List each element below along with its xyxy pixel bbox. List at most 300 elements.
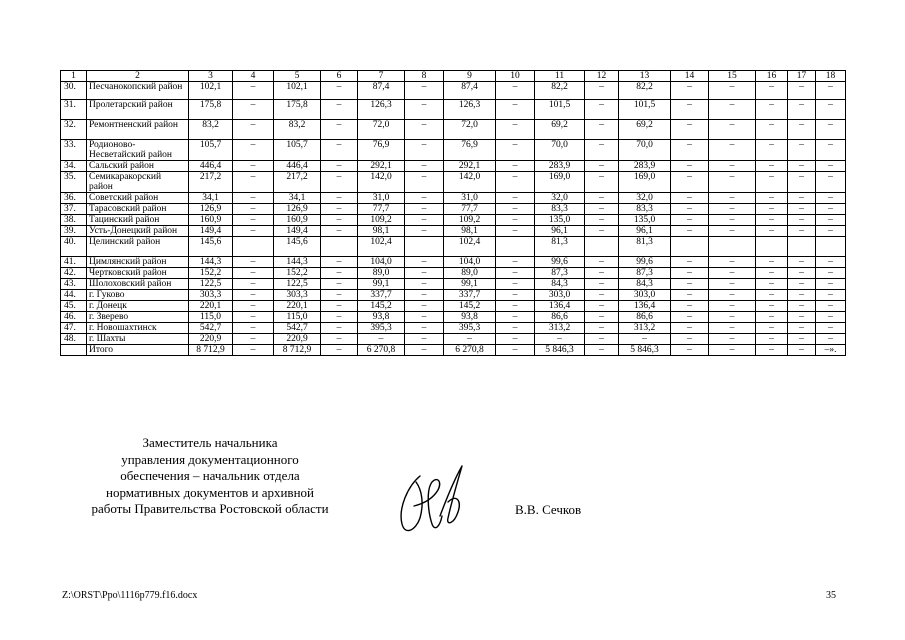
value-cell: – (233, 100, 274, 120)
value-cell: – (671, 193, 709, 204)
value-cell: 104,0 (444, 257, 496, 268)
value-cell: 220,9 (189, 334, 233, 345)
value-cell: 109,2 (358, 215, 405, 226)
value-cell: – (816, 204, 846, 215)
value-cell: 136,4 (619, 301, 671, 312)
value-cell: – (788, 301, 816, 312)
value-cell: 99,1 (444, 279, 496, 290)
value-cell: 169,0 (619, 172, 671, 193)
value-cell: – (321, 226, 358, 237)
value-cell: – (233, 345, 274, 356)
value-cell: 84,3 (619, 279, 671, 290)
value-cell: – (788, 257, 816, 268)
value-cell (405, 237, 444, 257)
column-header: 3 (189, 71, 233, 82)
value-cell: – (405, 312, 444, 323)
column-header: 14 (671, 71, 709, 82)
value-cell: – (405, 268, 444, 279)
value-cell: – (496, 323, 535, 334)
value-cell: 142,0 (358, 172, 405, 193)
value-cell: 31,0 (358, 193, 405, 204)
value-cell: – (585, 204, 619, 215)
value-cell: – (788, 120, 816, 140)
value-cell: – (671, 226, 709, 237)
value-cell: – (756, 120, 788, 140)
value-cell: 32,0 (619, 193, 671, 204)
value-cell: – (756, 226, 788, 237)
value-cell: 99,6 (619, 257, 671, 268)
value-cell: – (585, 268, 619, 279)
value-cell: 135,0 (619, 215, 671, 226)
row-number-cell: 38. (61, 215, 87, 226)
value-cell: – (788, 172, 816, 193)
value-cell: 101,5 (619, 100, 671, 120)
value-cell: – (671, 268, 709, 279)
value-cell: – (496, 290, 535, 301)
table-row (61, 172, 846, 193)
value-cell: – (321, 312, 358, 323)
value-cell: 145,2 (358, 301, 405, 312)
value-cell: 303,0 (535, 290, 585, 301)
value-cell: – (405, 204, 444, 215)
value-cell: – (496, 345, 535, 356)
table-row (61, 268, 846, 279)
value-cell: – (405, 301, 444, 312)
value-cell: 152,2 (274, 268, 321, 279)
value-cell: – (585, 140, 619, 161)
value-cell: – (321, 204, 358, 215)
value-cell: – (709, 172, 756, 193)
value-cell: – (321, 193, 358, 204)
value-cell: 292,1 (358, 161, 405, 172)
value-cell: – (405, 345, 444, 356)
value-cell: – (788, 215, 816, 226)
value-cell: – (585, 226, 619, 237)
value-cell: – (585, 301, 619, 312)
row-number-cell: 45. (61, 301, 87, 312)
table-row (61, 257, 846, 268)
row-number-cell: 40. (61, 237, 87, 257)
table-row (61, 226, 846, 237)
value-cell: 175,8 (189, 100, 233, 120)
value-cell: 160,9 (189, 215, 233, 226)
value-cell: 77,7 (444, 204, 496, 215)
value-cell: – (585, 193, 619, 204)
table-row (61, 215, 846, 226)
value-cell: 115,0 (274, 312, 321, 323)
value-cell: 313,2 (535, 323, 585, 334)
value-cell: – (233, 334, 274, 345)
value-cell: – (321, 323, 358, 334)
value-cell: – (756, 140, 788, 161)
table-row (61, 312, 846, 323)
value-cell: 99,1 (358, 279, 405, 290)
value-cell: 145,2 (444, 301, 496, 312)
column-header: 12 (585, 71, 619, 82)
value-cell: – (321, 120, 358, 140)
value-cell: – (585, 257, 619, 268)
row-number-cell: 41. (61, 257, 87, 268)
value-cell: – (788, 193, 816, 204)
value-cell: 283,9 (619, 161, 671, 172)
value-cell: – (671, 334, 709, 345)
column-header: 6 (321, 71, 358, 82)
value-cell: – (233, 161, 274, 172)
value-cell: – (585, 312, 619, 323)
value-cell: – (788, 100, 816, 120)
value-cell: – (788, 345, 816, 356)
district-name-cell: Шолоховский район (87, 279, 189, 290)
value-cell: – (709, 204, 756, 215)
value-cell: 31,0 (444, 193, 496, 204)
row-number-cell: 36. (61, 193, 87, 204)
value-cell: – (233, 312, 274, 323)
value-cell: 542,7 (189, 323, 233, 334)
value-cell: – (321, 334, 358, 345)
value-cell: 126,9 (189, 204, 233, 215)
value-cell: – (671, 100, 709, 120)
value-cell: – (405, 215, 444, 226)
value-cell: 89,0 (358, 268, 405, 279)
value-cell: – (405, 161, 444, 172)
value-cell: – (321, 301, 358, 312)
district-name-cell: Цимлянский район (87, 257, 189, 268)
value-cell: 126,9 (274, 204, 321, 215)
value-cell: 136,4 (535, 301, 585, 312)
value-cell: – (816, 172, 846, 193)
value-cell: – (496, 257, 535, 268)
value-cell: – (321, 345, 358, 356)
signer-position-line: обеспечения – начальник отдела (120, 468, 300, 483)
value-cell: – (535, 334, 585, 345)
district-name-cell: Родионово-Несветайский район (87, 140, 189, 161)
value-cell: – (788, 161, 816, 172)
value-cell: 104,0 (358, 257, 405, 268)
column-header: 1 (61, 71, 87, 82)
value-cell: 83,3 (619, 204, 671, 215)
value-cell: – (321, 290, 358, 301)
value-cell: – (709, 100, 756, 120)
value-cell (816, 237, 846, 257)
value-cell: – (496, 193, 535, 204)
district-name-cell: Тацинский район (87, 215, 189, 226)
column-header: 5 (274, 71, 321, 82)
value-cell: 220,9 (274, 334, 321, 345)
value-cell: 5 846,3 (535, 345, 585, 356)
value-cell: – (233, 290, 274, 301)
table-row (61, 279, 846, 290)
value-cell: 152,2 (189, 268, 233, 279)
value-cell: – (321, 268, 358, 279)
value-cell: 70,0 (619, 140, 671, 161)
value-cell: – (496, 100, 535, 120)
table-row (61, 237, 846, 257)
value-cell: – (756, 82, 788, 100)
value-cell: – (756, 301, 788, 312)
value-cell: – (405, 334, 444, 345)
value-cell: 144,3 (274, 257, 321, 268)
row-number-cell: 31. (61, 100, 87, 120)
value-cell: 303,0 (619, 290, 671, 301)
value-cell: – (233, 172, 274, 193)
table-row (61, 345, 846, 356)
value-cell: – (496, 161, 535, 172)
district-name-cell: Песчанокопский район (87, 82, 189, 100)
value-cell: – (816, 193, 846, 204)
value-cell: 98,1 (444, 226, 496, 237)
value-cell: 84,3 (535, 279, 585, 290)
value-cell: 149,4 (189, 226, 233, 237)
value-cell (756, 237, 788, 257)
value-cell: – (233, 82, 274, 100)
value-cell: 220,1 (189, 301, 233, 312)
row-number-cell: 35. (61, 172, 87, 193)
value-cell: – (709, 312, 756, 323)
value-cell: 446,4 (274, 161, 321, 172)
row-number-cell: 30. (61, 82, 87, 100)
value-cell (585, 237, 619, 257)
value-cell: 77,7 (358, 204, 405, 215)
value-cell: – (585, 161, 619, 172)
column-header: 17 (788, 71, 816, 82)
column-header: 13 (619, 71, 671, 82)
value-cell: – (756, 172, 788, 193)
value-cell: 149,4 (274, 226, 321, 237)
value-cell: – (709, 120, 756, 140)
value-cell: 87,3 (619, 268, 671, 279)
value-cell: 5 846,3 (619, 345, 671, 356)
value-cell: – (405, 193, 444, 204)
footer-file-path: Z:\ORST\Ppo\1116p779.f16.docx (62, 590, 198, 601)
row-number-cell: 42. (61, 268, 87, 279)
value-cell: – (816, 161, 846, 172)
value-cell: 283,9 (535, 161, 585, 172)
signer-position-line: Заместитель начальника (142, 435, 278, 450)
value-cell: – (671, 215, 709, 226)
district-name-cell: Тарасовский район (87, 204, 189, 215)
value-cell: – (709, 290, 756, 301)
value-cell: – (816, 290, 846, 301)
value-cell: 69,2 (619, 120, 671, 140)
value-cell: 93,8 (358, 312, 405, 323)
value-cell: – (321, 140, 358, 161)
value-cell: – (496, 268, 535, 279)
value-cell: – (756, 345, 788, 356)
value-cell: – (816, 257, 846, 268)
value-cell: 337,7 (444, 290, 496, 301)
table-row (61, 140, 846, 161)
value-cell: 142,0 (444, 172, 496, 193)
value-cell: 115,0 (189, 312, 233, 323)
value-cell: 34,1 (189, 193, 233, 204)
value-cell: – (671, 140, 709, 161)
value-cell: – (405, 140, 444, 161)
value-cell: 83,2 (189, 120, 233, 140)
value-cell: 82,2 (535, 82, 585, 100)
value-cell: – (816, 268, 846, 279)
value-cell: 99,6 (535, 257, 585, 268)
value-cell: – (816, 279, 846, 290)
value-cell: – (405, 82, 444, 100)
value-cell (671, 237, 709, 257)
value-cell (321, 237, 358, 257)
value-cell: 8 712,9 (189, 345, 233, 356)
table-row (61, 334, 846, 345)
value-cell: – (756, 279, 788, 290)
value-cell: – (496, 172, 535, 193)
value-cell: – (709, 301, 756, 312)
value-cell: – (585, 82, 619, 100)
row-number-cell: 43. (61, 279, 87, 290)
district-name-cell: г. Гуково (87, 290, 189, 301)
table-row (61, 323, 846, 334)
district-name-cell: г. Шахты (87, 334, 189, 345)
value-cell: 102,4 (444, 237, 496, 257)
value-cell: 105,7 (189, 140, 233, 161)
value-cell: 69,2 (535, 120, 585, 140)
value-cell: – (233, 301, 274, 312)
value-cell: 217,2 (274, 172, 321, 193)
value-cell: – (756, 323, 788, 334)
value-cell: – (709, 193, 756, 204)
value-cell: – (788, 204, 816, 215)
row-number-cell (61, 345, 87, 356)
value-cell: – (816, 120, 846, 140)
district-name-cell: Семикаракорский район (87, 172, 189, 193)
value-cell: 303,3 (274, 290, 321, 301)
table-row (61, 204, 846, 215)
value-cell: 83,3 (535, 204, 585, 215)
value-cell: – (788, 268, 816, 279)
value-cell: – (671, 279, 709, 290)
value-cell: – (756, 215, 788, 226)
value-cell: – (233, 120, 274, 140)
row-number-cell: 48. (61, 334, 87, 345)
value-cell: – (756, 268, 788, 279)
value-cell: – (756, 100, 788, 120)
value-cell: 86,6 (619, 312, 671, 323)
value-cell: – (496, 82, 535, 100)
value-cell: – (671, 290, 709, 301)
value-cell: 395,3 (358, 323, 405, 334)
value-cell: 93,8 (444, 312, 496, 323)
value-cell: – (405, 120, 444, 140)
value-cell: 86,6 (535, 312, 585, 323)
value-cell: – (788, 226, 816, 237)
value-cell: – (321, 172, 358, 193)
value-cell: 87,4 (358, 82, 405, 100)
value-cell: – (671, 301, 709, 312)
value-cell: 126,3 (358, 100, 405, 120)
row-number-cell: 32. (61, 120, 87, 140)
value-cell: – (496, 140, 535, 161)
value-cell: 337,7 (358, 290, 405, 301)
value-cell: – (788, 323, 816, 334)
value-cell: – (756, 161, 788, 172)
value-cell: – (321, 100, 358, 120)
value-cell: – (233, 323, 274, 334)
value-cell: 76,9 (358, 140, 405, 161)
value-cell: – (233, 215, 274, 226)
value-cell: 313,2 (619, 323, 671, 334)
data-table (60, 70, 846, 356)
value-cell: – (816, 140, 846, 161)
value-cell: – (321, 257, 358, 268)
value-cell: – (788, 290, 816, 301)
value-cell: – (788, 279, 816, 290)
value-cell: –». (816, 345, 846, 356)
table-row (61, 193, 846, 204)
value-cell: – (816, 323, 846, 334)
value-cell: 542,7 (274, 323, 321, 334)
value-cell: 217,2 (189, 172, 233, 193)
signer-position-line: нормативных документов и архивной (106, 484, 314, 500)
column-header: 16 (756, 71, 788, 82)
row-number-cell: 39. (61, 226, 87, 237)
signer-position-title (55, 435, 365, 518)
value-cell: 70,0 (535, 140, 585, 161)
value-cell: – (788, 140, 816, 161)
value-cell: 96,1 (535, 226, 585, 237)
value-cell: – (233, 226, 274, 237)
column-header: 15 (709, 71, 756, 82)
value-cell: – (233, 257, 274, 268)
district-name-cell: Усть-Донецкий район (87, 226, 189, 237)
value-cell: – (585, 290, 619, 301)
value-cell: 89,0 (444, 268, 496, 279)
value-cell: 109,2 (444, 215, 496, 226)
signer-position-line: работы Правительства Ростовской области (91, 501, 329, 516)
value-cell: – (233, 140, 274, 161)
table-row (61, 161, 846, 172)
table-row (61, 120, 846, 140)
value-cell: 292,1 (444, 161, 496, 172)
value-cell: – (619, 334, 671, 345)
value-cell: – (709, 323, 756, 334)
page-number: 35 (826, 590, 836, 601)
column-header: 9 (444, 71, 496, 82)
value-cell: – (788, 334, 816, 345)
value-cell (233, 237, 274, 257)
district-name-cell: Ремонтненский район (87, 120, 189, 140)
value-cell: – (709, 257, 756, 268)
value-cell: – (756, 193, 788, 204)
value-cell: – (756, 290, 788, 301)
value-cell: – (585, 279, 619, 290)
column-header: 10 (496, 71, 535, 82)
value-cell: 122,5 (274, 279, 321, 290)
table-header-row (61, 71, 846, 82)
value-cell: 102,1 (189, 82, 233, 100)
value-cell: 6 270,8 (444, 345, 496, 356)
signer-position-line: управления документационного (121, 451, 299, 467)
row-number-cell: 33. (61, 140, 87, 161)
value-cell: 102,1 (274, 82, 321, 100)
value-cell: – (816, 312, 846, 323)
value-cell: – (709, 334, 756, 345)
value-cell: – (709, 82, 756, 100)
row-number-cell: 44. (61, 290, 87, 301)
district-name-cell: г. Зверево (87, 312, 189, 323)
value-cell: 98,1 (358, 226, 405, 237)
value-cell: 169,0 (535, 172, 585, 193)
value-cell: – (756, 257, 788, 268)
value-cell: – (496, 204, 535, 215)
value-cell: – (709, 268, 756, 279)
value-cell: – (671, 82, 709, 100)
value-cell: 175,8 (274, 100, 321, 120)
value-cell: – (671, 257, 709, 268)
